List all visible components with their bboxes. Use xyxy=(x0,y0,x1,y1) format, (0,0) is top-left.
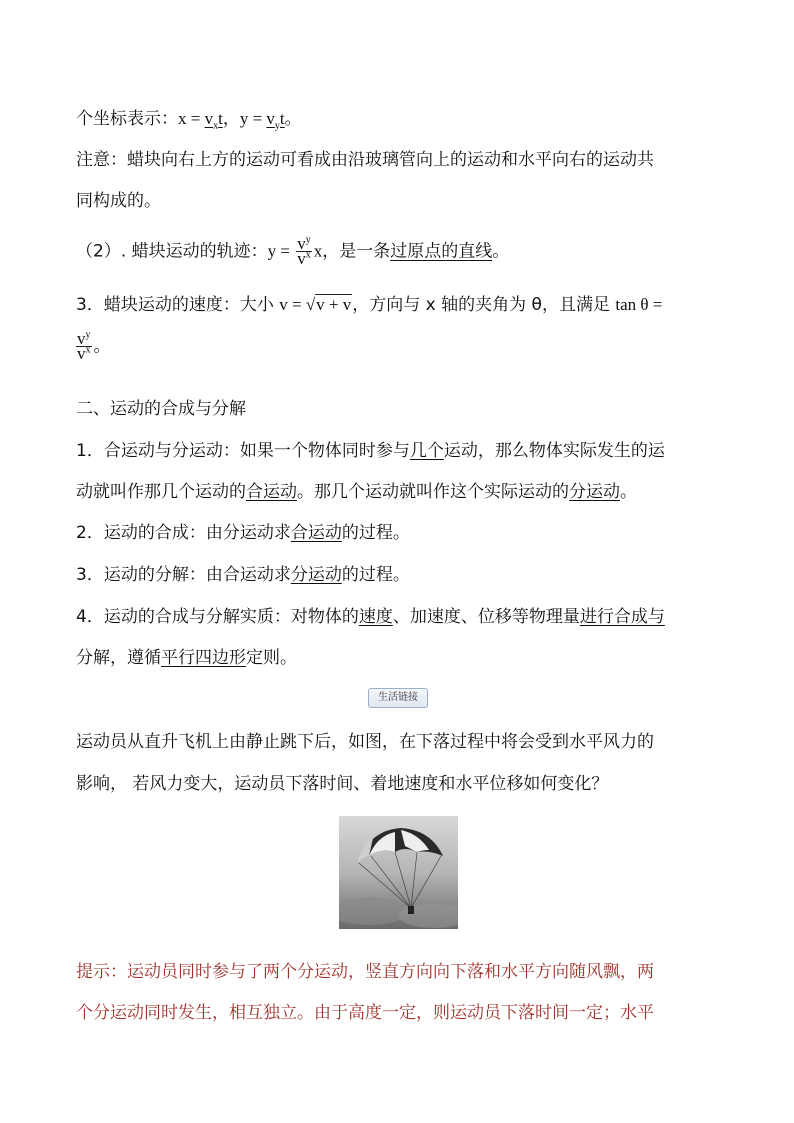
text-span: 3．蜡块运动的速度：大小 xyxy=(76,295,280,315)
parachute-photo xyxy=(339,816,458,929)
text-span: 运动，那么物体实际发生的运 xyxy=(443,441,665,461)
item-3 xyxy=(76,564,410,586)
period: 。 xyxy=(620,482,637,502)
sub-y: y xyxy=(274,120,280,132)
v: v xyxy=(77,329,86,348)
text-span: 个坐标表示： xyxy=(76,109,178,129)
text-span: （2）. 蜡块运动的轨迹： xyxy=(76,241,268,262)
text-span: ，方向与 x 轴的夹角为 θ，且满足 xyxy=(352,295,616,315)
item-4-line-2 xyxy=(76,647,297,669)
underlined-answer: 合运动 xyxy=(290,523,342,543)
tan-theta: tan θ = xyxy=(615,295,663,314)
period: 。 xyxy=(284,109,302,129)
item-1-line-2 xyxy=(76,481,637,503)
text-span: 定则。 xyxy=(246,648,297,668)
sup-y: y xyxy=(85,329,91,341)
v: v xyxy=(266,109,275,128)
item-2 xyxy=(76,522,410,544)
fraction-vy-vx xyxy=(296,234,312,268)
jumper xyxy=(408,906,414,914)
text-span: ，是一条 xyxy=(322,241,391,262)
hint-line-1: 提示：运动员同时参与了两个分运动，竖直方向向下落和水平方向随风飘，两 xyxy=(76,962,654,982)
note-line-1: 注意：蜡块向右上方的运动可看成由沿玻璃管向上的运动和水平向右的运动共 xyxy=(76,150,654,170)
coordinate-text-line xyxy=(76,108,302,137)
radicand: v + v xyxy=(316,295,352,314)
underlined-answer: 分运动 xyxy=(290,565,342,585)
sup-y: y xyxy=(305,234,311,246)
life-link-badge: 生活链接 xyxy=(368,688,428,708)
item-4-line-1 xyxy=(76,606,665,628)
text-span: 的过程。 xyxy=(341,565,410,585)
underlined-answer: 平行四边形 xyxy=(161,648,246,668)
underlined-answer: 速度 xyxy=(358,607,393,627)
text-span: 、加速度、位移等物理量 xyxy=(392,607,580,627)
sub-x: x xyxy=(213,120,219,132)
comma: ， xyxy=(222,109,240,129)
period: 。 xyxy=(93,336,111,357)
sup-x: x xyxy=(305,249,311,261)
math-y-eq: y = xyxy=(267,241,295,261)
text-span: 。那几个运动就叫作这个实际运动的 xyxy=(297,482,569,502)
underlined-answer: 分运动 xyxy=(569,482,620,502)
sup-x: x xyxy=(85,344,91,356)
fraction-line xyxy=(74,329,111,363)
vy-underlined xyxy=(266,109,285,132)
text-span: 1．合运动与分运动：如果一个物体同时参与 xyxy=(76,441,410,461)
t: t xyxy=(218,109,223,128)
question-line-2: 影响， 若风力变大，运动员下落时间、着地速度和水平位移如何变化？ xyxy=(76,774,609,794)
vx-underlined xyxy=(204,109,223,132)
text-span: 4．运动的合成与分解实质：对物体的 xyxy=(76,607,359,627)
period: 。 xyxy=(492,241,510,262)
v: v xyxy=(204,109,214,128)
trajectory-line xyxy=(76,234,510,268)
underlined-text: 进行合成与 xyxy=(579,607,665,627)
underlined-answer: 过原点的直线 xyxy=(390,241,493,262)
text-span: 的过程。 xyxy=(341,523,410,543)
t: t xyxy=(279,109,285,128)
text-span: 动就叫作那几个运动的 xyxy=(76,482,246,502)
denominator xyxy=(76,344,92,363)
underlined-answer: 合运动 xyxy=(246,482,297,502)
math-y: y = xyxy=(239,109,267,128)
question-line-1: 运动员从直升飞机上由静止跳下后，如图，在下落过程中将会受到水平风力的 xyxy=(76,732,654,752)
item-1-line-1 xyxy=(76,440,665,462)
v: v xyxy=(297,249,306,268)
text-span: 2．运动的合成：由分运动求 xyxy=(76,523,291,543)
hint-line-2: 个分运动同时发生，相互独立。由于高度一定，则运动员下落时间一定；水平 xyxy=(76,1003,654,1023)
math-v-eq: v = xyxy=(279,295,306,314)
note-line-2: 同构成的。 xyxy=(76,191,161,211)
text-span: 3．运动的分解：由合运动求 xyxy=(76,565,291,585)
text-span: 分解，遵循 xyxy=(76,648,161,668)
v: v xyxy=(77,344,86,363)
section-heading: 二、运动的合成与分解 xyxy=(76,399,246,419)
denominator xyxy=(296,249,312,268)
v: v xyxy=(297,234,306,253)
underlined-answer: 几个 xyxy=(409,441,444,461)
sqrt-expression: √v + v xyxy=(305,295,352,314)
velocity-line xyxy=(76,294,662,316)
math-x: x xyxy=(313,241,323,261)
fraction-vy-vx xyxy=(76,329,92,363)
math-x: x = xyxy=(178,109,205,128)
